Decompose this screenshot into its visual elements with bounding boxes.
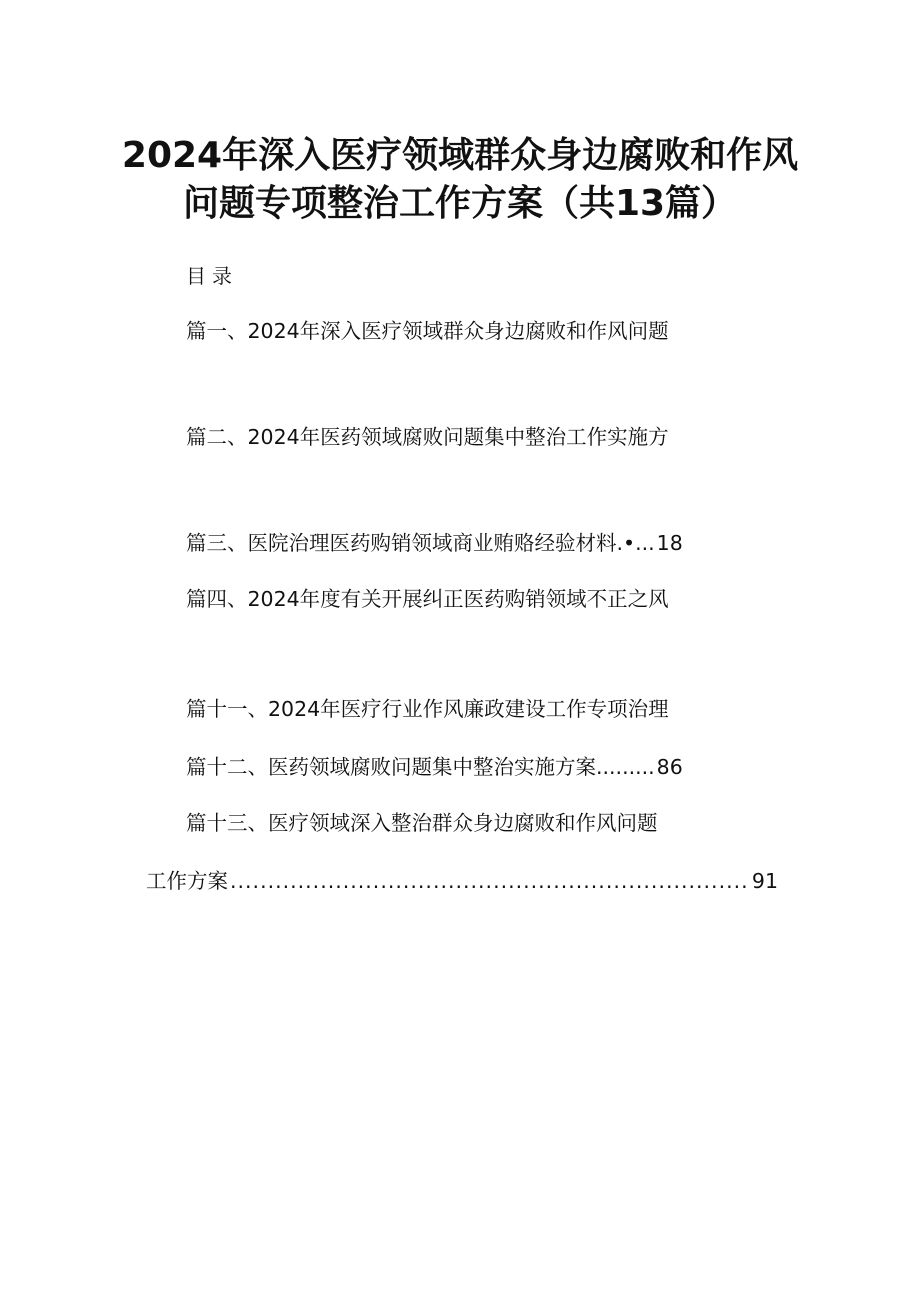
toc-entry-13[interactable] [186,808,658,838]
toc-entry-text: 篇十三、医疗领域深入整治群众身边腐败和作风问题 [186,811,658,835]
toc-entry-page: 86 [656,755,683,779]
toc-entry-page: 91 [751,869,778,893]
toc-entry-1[interactable] [186,316,669,346]
toc-entry-text: 篇二、2024年医药领域腐败问题集中整治工作实施方 [186,425,669,449]
toc-entry-text: 篇十一、2024年医疗行业作风廉政建设工作专项治理 [186,697,669,721]
toc-heading: 目录 [186,264,238,288]
toc-entry-4[interactable] [186,584,669,614]
title-line-1: 2024年深入医疗领域群众身边腐败和作风 [121,135,799,176]
title-line-2: 问题专项整治工作方案（共13篇） [182,183,738,224]
leader-dots [230,866,750,896]
toc-entry-12[interactable] [186,752,683,782]
toc-entry-text: 篇十二、医药领域腐败问题集中整治实施方案......... [186,755,655,779]
toc-entry-2[interactable] [186,422,669,452]
toc-entry-text: 篇三、医院治理医药购销领域商业贿赂经验材料.•... [186,531,655,555]
toc-entry-13-continuation[interactable] [146,866,778,896]
toc-entry-3[interactable] [186,528,683,558]
toc-entry-page: 18 [656,531,683,555]
toc-entry-11[interactable] [186,694,669,724]
toc-entry-text: 篇四、2024年度有关开展纠正医药购销领域不正之风 [186,587,669,611]
toc-entry-text: 篇一、2024年深入医疗领域群众身边腐败和作风问题 [186,319,669,343]
toc-continuation-text: 工作方案 [146,869,228,893]
document-title [60,132,860,228]
